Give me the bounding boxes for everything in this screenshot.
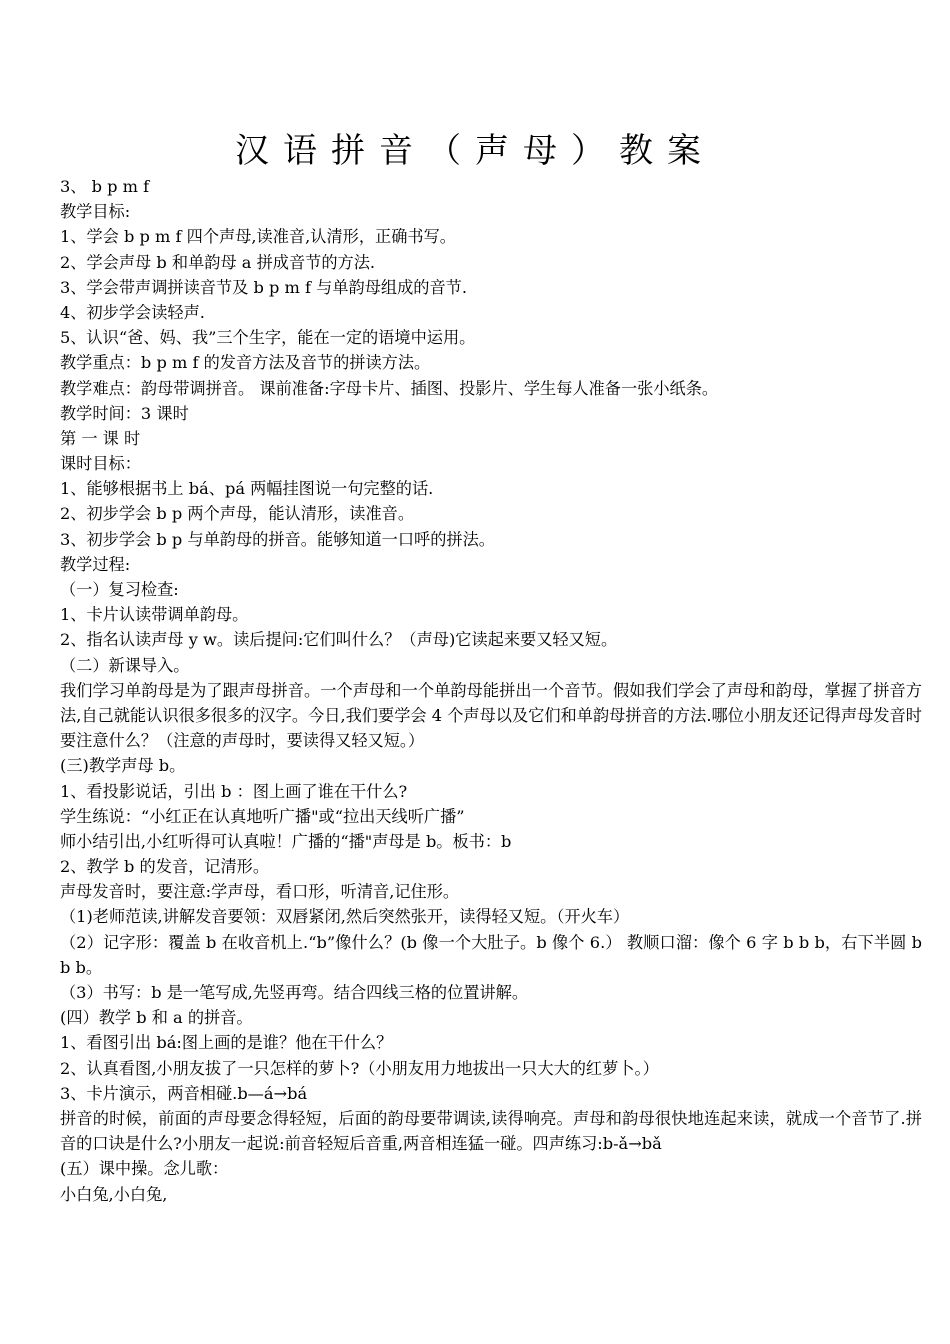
text-line: 3、卡片演示，两音相碰.b—á→bá	[60, 1083, 308, 1103]
text-line: 教学难点：韵母带调拼音。 课前准备:字母卡片、插图、投影片、学生每人准备一张小纸条。	[60, 378, 719, 398]
text-line: 课时目标：	[60, 454, 141, 474]
text-line: 第 一 课 时	[60, 428, 141, 448]
text-line: （3）书写：b 是一笔写成,先竖再弯。结合四线三格的位置讲解。	[60, 983, 529, 1003]
text-line: 1、看投影说话，引出 b ：图上画了谁在干什么?	[60, 781, 408, 801]
text-line: 3、学会带声调拼读音节及 b p m f 与单韵母组成的音节.	[60, 277, 467, 297]
paragraph: 拼音的时候，前面的声母要念得轻短，后面的韵母要带调读,读得响亮。声母和韵母很快地连起来读，就成一个音节了.拼音的口诀是什么?小朋友一起说:前音轻短后音重,两音相连猛一碰。四声练习:b-ǎ→bǎ	[60, 1109, 922, 1154]
text-line: （二）新课导入。	[60, 655, 190, 675]
text-line: 教学过程:	[60, 554, 131, 574]
text-line: 2、学会声母 b 和单韵母 a 拼成音节的方法.	[60, 252, 376, 272]
text-line: 2、指名认读声母 y w。读后提问:它们叫什么？（声母)它读起来要又轻又短。	[60, 630, 618, 650]
text-line: 5、认识“爸、妈、我”三个生字，能在一定的语境中运用。	[60, 328, 476, 348]
text-line: 声母发音时，要注意:学声母，看口形，听清音,记住形。	[60, 882, 460, 902]
text-line: 1、能够根据书上 bá、pá 两幅挂图说一句完整的话.	[60, 479, 434, 499]
text-line: 学生练说：“小红正在认真地听广播"或“拉出天线听广播”	[60, 806, 465, 826]
paragraph: （2）记字形：覆盖 b 在收音机上.“b”像什么？(b 像一个大肚子。b 像个 6.） 教顺口溜：像个 6 字 b b b，右下半圆 b b b。	[60, 932, 922, 977]
text-line: 教学目标:	[60, 202, 131, 222]
text-line: 小白兔,小白兔,	[60, 1184, 168, 1204]
document-title: 汉语拼音（声母）教案	[235, 131, 715, 171]
text-line: 2、教学 b 的发音，记清形。	[60, 857, 270, 877]
text-line: （一）复习检查:	[60, 580, 179, 599]
text-line: 1、学会 b p m f 四个声母,读准音,认清形，正确书写。	[60, 227, 456, 247]
text-line: 2、初步学会 b p 两个声母，能认清形，读准音。	[60, 504, 415, 524]
text-line: 师小结引出,小红听得可认真啦！广播的“播"声母是 b。板书：b	[60, 831, 512, 851]
text-line: 2、认真看图,小朋友拔了一只怎样的萝卜?（小朋友用力地拔出一只大大的红萝卜。）	[60, 1058, 659, 1078]
text-line: 4、初步学会读轻声.	[60, 302, 205, 322]
text-line: 教学时间：3 课时	[60, 403, 189, 423]
text-line: 1、看图引出 bá:图上画的是谁？他在干什么？	[60, 1033, 393, 1053]
text-line: 3、 b p m f	[60, 177, 150, 196]
text-line: （1)老师范读,讲解发音要领：双唇紧闭,然后突然张开，读得轻又短。（开火车）	[60, 907, 630, 927]
text-line: 1、卡片认读带调单韵母。	[60, 605, 249, 625]
paragraph: 我们学习单韵母是为了跟声母拼音。一个声母和一个单韵母能拼出一个音节。假如我们学会了声母和韵母，掌握了拼音方法,自己就能认识很多很多的汉字。今日,我们要学会 4 个声母以及它们和单韵母拼音的方法.哪位小朋友还记得声母发音时要注意什么？（注意的声母时，要读得又轻又短。）	[60, 680, 922, 751]
document-body	[60, 174, 922, 1207]
text-line: 3、初步学会 b p 与单韵母的拼音。能够知道一口呼的拼法。	[60, 529, 495, 549]
text-line: 教学重点：b p m f 的发音方法及音节的拼读方法。	[60, 353, 431, 373]
text-line: (四）教学 b 和 a 的拼音。	[60, 1008, 253, 1028]
text-line: (五）课中操。念儿歌：	[60, 1159, 229, 1179]
text-line: (三)教学声母 b。	[60, 756, 186, 776]
